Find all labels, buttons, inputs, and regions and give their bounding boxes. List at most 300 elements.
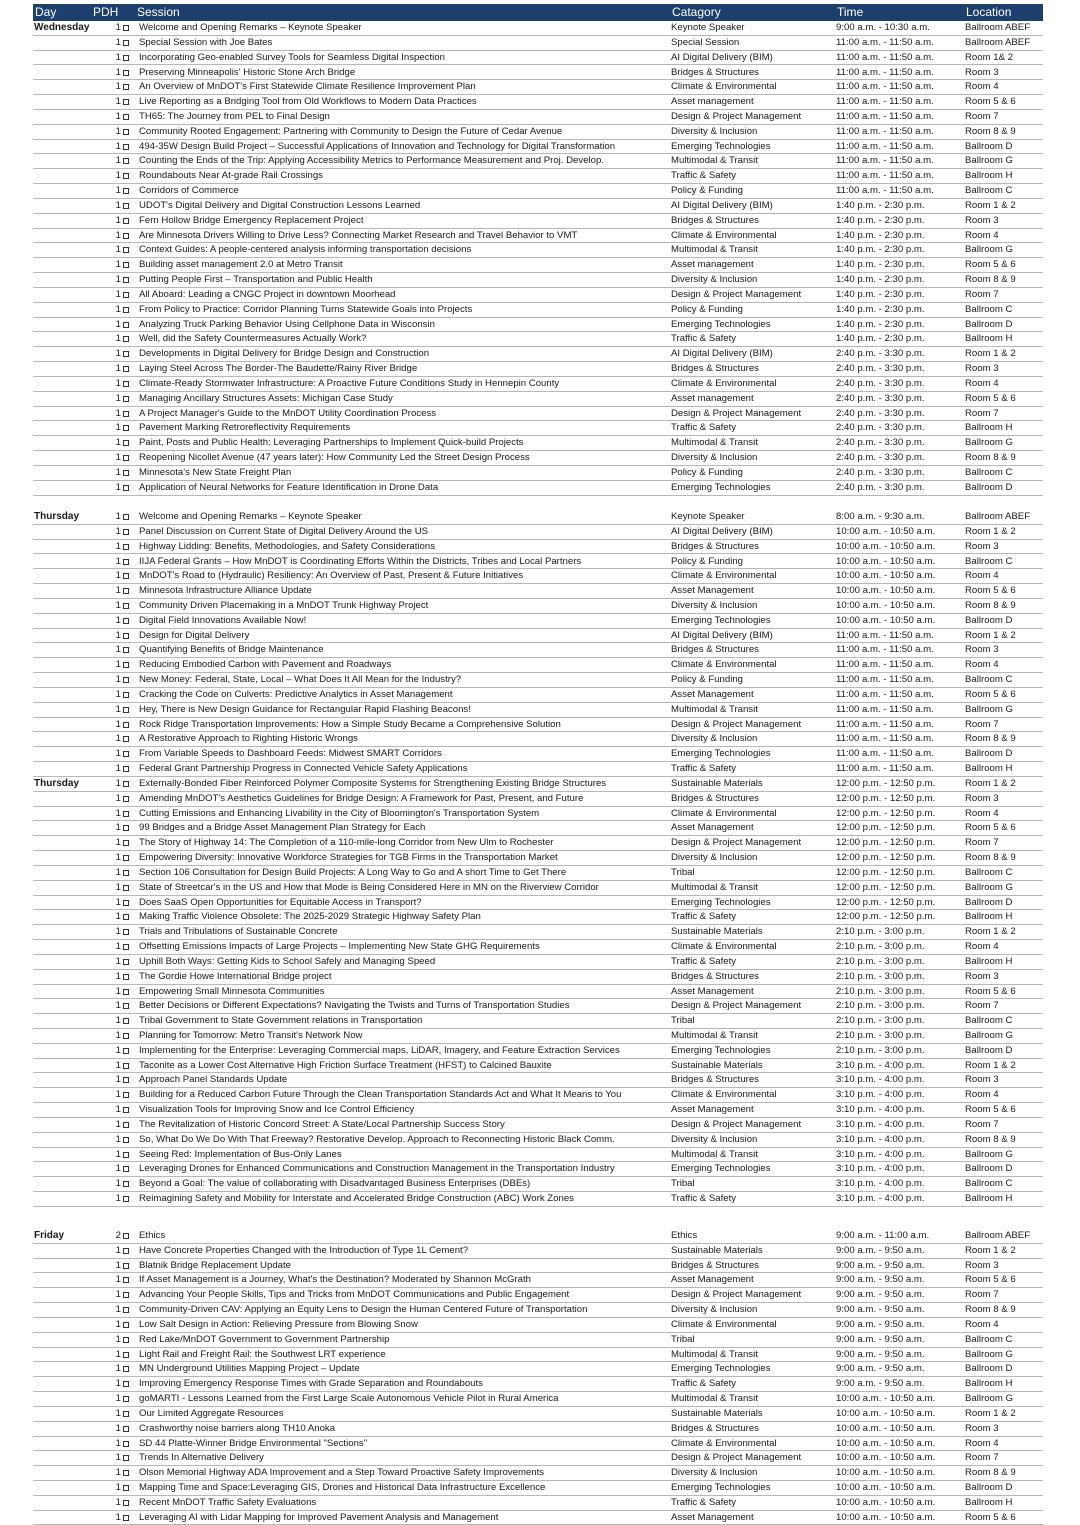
pdh-value: 1 [115, 1274, 121, 1286]
session-category: Design & Project Management [670, 836, 835, 851]
pdh-cell [91, 1332, 135, 1347]
day-cell [33, 1288, 91, 1303]
pdh-value: 1 [115, 1289, 121, 1301]
session-category: Design & Project Management [670, 717, 835, 732]
session-location: Room 3 [964, 969, 1043, 984]
attendance-checkbox[interactable] [123, 1092, 129, 1098]
session-title: Putting People First – Transportation and Public Health [135, 273, 670, 288]
session-category: Climate & Environmental [670, 80, 835, 95]
attendance-checkbox[interactable] [123, 1033, 129, 1039]
attendance-checkbox[interactable] [123, 1137, 129, 1143]
attendance-checkbox[interactable] [123, 1455, 129, 1461]
session-location: Ballroom G [964, 436, 1043, 451]
session-title: Recent MnDOT Traffic Safety Evaluations [135, 1495, 670, 1510]
session-time: 10:00 a.m. - 10:50 a.m. [835, 524, 964, 539]
session-time: 10:00 a.m. - 10:50 a.m. [835, 554, 964, 569]
session-location: Room 7 [964, 999, 1043, 1014]
day-cell [33, 406, 91, 421]
session-title: So, What Do We Do With That Freeway? Restorative Develop. Approach to Reconnecting Historic Black Comm. [135, 1132, 670, 1147]
attendance-checkbox[interactable] [123, 573, 129, 579]
session-time: 9:00 a.m. - 9:50 a.m. [835, 1243, 964, 1258]
session-title: Approach Panel Standards Update [135, 1073, 670, 1088]
attendance-checkbox[interactable] [123, 1470, 129, 1476]
pdh-value: 1 [115, 229, 121, 241]
attendance-checkbox[interactable] [123, 1181, 129, 1187]
attendance-checkbox[interactable] [123, 40, 129, 46]
attendance-checkbox[interactable] [123, 425, 129, 431]
attendance-checkbox[interactable] [123, 781, 129, 787]
attendance-checkbox[interactable] [123, 618, 129, 624]
session-title: MN Underground Utilities Mapping Project – Update [135, 1362, 670, 1377]
attendance-checkbox[interactable] [123, 855, 129, 861]
attendance-checkbox[interactable] [123, 203, 129, 209]
attendance-checkbox[interactable] [123, 796, 129, 802]
table-row [33, 969, 1043, 984]
day-cell [33, 1466, 91, 1481]
pdh-value: 1 [115, 1348, 121, 1360]
session-title: Rock Ridge Transportation Improvements: How a Simple Study Became a Comprehensive Solution [135, 717, 670, 732]
attendance-checkbox[interactable] [123, 1396, 129, 1402]
attendance-checkbox[interactable] [123, 514, 129, 520]
table-row [33, 332, 1043, 347]
session-location: Room 1 & 2 [964, 1058, 1043, 1073]
session-title: Crashworthy noise barriers along TH10 Anoka [135, 1421, 670, 1436]
day-cell [33, 836, 91, 851]
session-category: Emerging Technologies [670, 1162, 835, 1177]
day-cell [33, 999, 91, 1014]
attendance-checkbox[interactable] [123, 825, 129, 831]
attendance-checkbox[interactable] [123, 381, 129, 387]
pdh-value: 1 [115, 1304, 121, 1316]
attendance-checkbox[interactable] [123, 218, 129, 224]
session-time: 1:40 p.m. - 2:30 p.m. [835, 302, 964, 317]
pdh-cell [91, 791, 135, 806]
table-row [33, 643, 1043, 658]
attendance-checkbox[interactable] [123, 99, 129, 105]
table-row [33, 851, 1043, 866]
attendance-checkbox[interactable] [123, 411, 129, 417]
attendance-checkbox[interactable] [123, 233, 129, 239]
pdh-cell [91, 480, 135, 495]
pdh-value: 1 [115, 481, 121, 493]
table-row [33, 1495, 1043, 1510]
attendance-checkbox[interactable] [123, 1381, 129, 1387]
session-category: Bridges & Structures [670, 213, 835, 228]
attendance-checkbox[interactable] [123, 1411, 129, 1417]
attendance-checkbox[interactable] [123, 1196, 129, 1202]
session-location: Room 7 [964, 1451, 1043, 1466]
session-title: Low Salt Design in Action: Relieving Pressure from Blowing Snow [135, 1317, 670, 1332]
day-cell [33, 1132, 91, 1147]
session-time: 10:00 a.m. - 10:50 a.m. [835, 1436, 964, 1451]
session-location: Ballroom H [964, 169, 1043, 184]
pdh-cell [91, 65, 135, 80]
session-category: Bridges & Structures [670, 1258, 835, 1273]
attendance-checkbox[interactable] [123, 455, 129, 461]
session-category: Climate & Environmental [670, 658, 835, 673]
pdh-cell [91, 895, 135, 910]
session-time: 9:00 a.m. - 9:50 a.m. [835, 1273, 964, 1288]
pdh-cell [91, 687, 135, 702]
attendance-checkbox[interactable] [123, 722, 129, 728]
day-separator [33, 495, 1043, 510]
pdh-value: 1 [115, 659, 121, 671]
attendance-checkbox[interactable] [123, 914, 129, 920]
table-row [33, 598, 1043, 613]
session-time: 3:10 p.m. - 4:00 p.m. [835, 1073, 964, 1088]
pdh-cell [91, 1436, 135, 1451]
session-time: 10:00 a.m. - 10:50 a.m. [835, 569, 964, 584]
session-location: Ballroom C [964, 1177, 1043, 1192]
attendance-checkbox[interactable] [123, 1337, 129, 1343]
attendance-checkbox[interactable] [123, 188, 129, 194]
pdh-cell [91, 1273, 135, 1288]
session-category: Traffic & Safety [670, 954, 835, 969]
attendance-checkbox[interactable] [123, 336, 129, 342]
attendance-checkbox[interactable] [123, 1500, 129, 1506]
attendance-checkbox[interactable] [123, 633, 129, 639]
day-cell [33, 806, 91, 821]
attendance-checkbox[interactable] [123, 1263, 129, 1269]
attendance-checkbox[interactable] [123, 1107, 129, 1113]
session-location: Ballroom G [964, 1347, 1043, 1362]
day-cell [33, 584, 91, 599]
table-row [33, 1103, 1043, 1118]
table-row [33, 910, 1043, 925]
attendance-checkbox[interactable] [123, 840, 129, 846]
pdh-cell [91, 776, 135, 791]
attendance-checkbox[interactable] [123, 692, 129, 698]
table-row [33, 1406, 1043, 1421]
day-cell [33, 169, 91, 184]
day-cell [33, 524, 91, 539]
attendance-checkbox[interactable] [123, 1352, 129, 1358]
session-location: Room 4 [964, 376, 1043, 391]
session-location: Ballroom D [964, 747, 1043, 762]
attendance-checkbox[interactable] [123, 440, 129, 446]
pdh-cell [91, 747, 135, 762]
session-location: Ballroom C [964, 184, 1043, 199]
session-location: Room 1 & 2 [964, 524, 1043, 539]
table-row [33, 1147, 1043, 1162]
table-row [33, 169, 1043, 184]
attendance-checkbox[interactable] [123, 959, 129, 965]
pdh-value: 1 [115, 718, 121, 730]
attendance-checkbox[interactable] [123, 292, 129, 298]
session-time: 10:00 a.m. - 10:50 a.m. [835, 1466, 964, 1481]
pdh-cell [91, 465, 135, 480]
attendance-checkbox[interactable] [123, 544, 129, 550]
session-title: 99 Bridges and a Bridge Asset Management Plan Strategy for Each [135, 821, 670, 836]
attendance-checkbox[interactable] [123, 1003, 129, 1009]
pdh-value: 1 [115, 1467, 121, 1479]
attendance-checkbox[interactable] [123, 25, 129, 31]
attendance-checkbox[interactable] [123, 1152, 129, 1158]
pdh-cell [91, 1377, 135, 1392]
attendance-checkbox[interactable] [123, 1077, 129, 1083]
table-row [33, 1317, 1043, 1332]
attendance-checkbox[interactable] [123, 262, 129, 268]
attendance-checkbox[interactable] [123, 144, 129, 150]
pdh-value: 1 [115, 896, 121, 908]
session-time: 2:10 p.m. - 3:00 p.m. [835, 999, 964, 1014]
session-category: Tribal [670, 865, 835, 880]
attendance-checkbox[interactable] [123, 322, 129, 328]
day-cell [33, 421, 91, 436]
table-header [33, 4, 1043, 21]
session-time: 9:00 a.m. - 9:50 a.m. [835, 1362, 964, 1377]
attendance-checkbox[interactable] [123, 1233, 129, 1239]
session-location: Room 7 [964, 717, 1043, 732]
attendance-checkbox[interactable] [123, 989, 129, 995]
attendance-checkbox[interactable] [123, 929, 129, 935]
attendance-checkbox[interactable] [123, 974, 129, 980]
attendance-checkbox[interactable] [123, 811, 129, 817]
pdh-value: 1 [115, 333, 121, 345]
session-title: Preserving Minneapolis' Historic Stone Arch Bridge [135, 65, 670, 80]
session-location: Room 4 [964, 1088, 1043, 1103]
table-row [33, 243, 1043, 258]
table-row [33, 510, 1043, 524]
session-location: Room 4 [964, 80, 1043, 95]
day-cell [33, 1103, 91, 1118]
attendance-checkbox[interactable] [123, 677, 129, 683]
session-time: 2:40 p.m. - 3:30 p.m. [835, 347, 964, 362]
session-category: Traffic & Safety [670, 1495, 835, 1510]
attendance-checkbox[interactable] [123, 885, 129, 891]
session-location: Room 1 & 2 [964, 1243, 1043, 1258]
attendance-checkbox[interactable] [123, 900, 129, 906]
session-time: 10:00 a.m. - 10:50 a.m. [835, 584, 964, 599]
session-location: Room 7 [964, 1288, 1043, 1303]
attendance-checkbox[interactable] [123, 1048, 129, 1054]
session-time: 11:00 a.m. - 11:50 a.m. [835, 35, 964, 50]
pdh-value: 1 [115, 644, 121, 656]
pdh-value: 1 [115, 1378, 121, 1390]
attendance-checkbox[interactable] [123, 396, 129, 402]
attendance-checkbox[interactable] [123, 766, 129, 772]
session-time: 11:00 a.m. - 11:50 a.m. [835, 154, 964, 169]
day-cell [33, 1406, 91, 1421]
day-cell [33, 1481, 91, 1496]
day-cell [33, 95, 91, 110]
session-location: Ballroom H [964, 421, 1043, 436]
pdh-value: 1 [115, 614, 121, 626]
session-time: 2:40 p.m. - 3:30 p.m. [835, 376, 964, 391]
session-title: Visualization Tools for Improving Snow and Ice Control Efficiency [135, 1103, 670, 1118]
session-title: Section 106 Consultation for Design Build Projects: A Long Way to Go and A short Time to Get There [135, 865, 670, 880]
session-category: Traffic & Safety [670, 421, 835, 436]
day-cell [33, 347, 91, 362]
pdh-cell [91, 1117, 135, 1132]
table-row [33, 21, 1043, 35]
pdh-value: 1 [115, 866, 121, 878]
pdh-cell [91, 109, 135, 124]
attendance-checkbox[interactable] [123, 470, 129, 476]
table-row [33, 1451, 1043, 1466]
attendance-checkbox[interactable] [123, 1248, 129, 1254]
attendance-checkbox[interactable] [123, 662, 129, 668]
attendance-checkbox[interactable] [123, 485, 129, 491]
day-cell [33, 154, 91, 169]
session-location: Room 1 & 2 [964, 776, 1043, 791]
attendance-checkbox[interactable] [123, 559, 129, 565]
session-location: Room 1& 2 [964, 50, 1043, 65]
session-category: Policy & Funding [670, 554, 835, 569]
attendance-checkbox[interactable] [123, 736, 129, 742]
pdh-value: 1 [115, 777, 121, 789]
session-title: Federal Grant Partnership Progress in Connected Vehicle Safety Applications [135, 762, 670, 777]
day-cell [33, 139, 91, 154]
attendance-checkbox[interactable] [123, 1441, 129, 1447]
attendance-checkbox[interactable] [123, 1366, 129, 1372]
session-location: Ballroom D [964, 1362, 1043, 1377]
day-cell [33, 436, 91, 451]
day-cell [33, 1243, 91, 1258]
session-category: Asset Management [670, 1273, 835, 1288]
session-category: Traffic & Safety [670, 332, 835, 347]
day-cell [33, 643, 91, 658]
session-title: Reopening Nicollet Avenue (47 years later): How Community Led the Street Design Process [135, 451, 670, 466]
session-title: Offsetting Emissions Impacts of Large Projects – Implementing New State GHG Requirements [135, 940, 670, 955]
attendance-checkbox[interactable] [123, 129, 129, 135]
pdh-value: 1 [115, 837, 121, 849]
session-title: Improving Emergency Response Times with Grade Separation and Roundabouts [135, 1377, 670, 1392]
session-title: Managing Ancillary Structures Assets: Michigan Case Study [135, 391, 670, 406]
pdh-value: 1 [115, 96, 121, 108]
attendance-checkbox[interactable] [123, 158, 129, 164]
session-time: 3:10 p.m. - 4:00 p.m. [835, 1192, 964, 1207]
session-location: Ballroom C [964, 1332, 1043, 1347]
session-title: Welcome and Opening Remarks – Keynote Speaker [135, 510, 670, 524]
pdh-value: 1 [115, 170, 121, 182]
header-pdh: PDH [91, 4, 135, 21]
attendance-checkbox[interactable] [123, 529, 129, 535]
pdh-value: 1 [115, 525, 121, 537]
session-time: 10:00 a.m. - 10:50 a.m. [835, 1421, 964, 1436]
attendance-checkbox[interactable] [123, 173, 129, 179]
table-row [33, 747, 1043, 762]
attendance-checkbox[interactable] [123, 751, 129, 757]
pdh-cell [91, 1392, 135, 1407]
pdh-value: 1 [115, 1000, 121, 1012]
pdh-value: 1 [115, 110, 121, 122]
table-row [33, 35, 1043, 50]
attendance-checkbox[interactable] [123, 647, 129, 653]
session-category: Asset Management [670, 1510, 835, 1525]
session-category: Bridges & Structures [670, 65, 835, 80]
session-time: 9:00 a.m. - 11:00 a.m. [835, 1229, 964, 1243]
pdh-value: 1 [115, 1133, 121, 1145]
session-category: Policy & Funding [670, 184, 835, 199]
session-location: Ballroom H [964, 1495, 1043, 1510]
attendance-checkbox[interactable] [123, 366, 129, 372]
session-time: 11:00 a.m. - 11:50 a.m. [835, 762, 964, 777]
session-location: Ballroom H [964, 762, 1043, 777]
session-location: Ballroom D [964, 1162, 1043, 1177]
table-row [33, 999, 1043, 1014]
session-title: State of Streetcar's in the US and How that Mode is Being Considered Here in MN on the Riverview Corridor [135, 880, 670, 895]
attendance-checkbox[interactable] [123, 944, 129, 950]
session-category: Sustainable Materials [670, 1243, 835, 1258]
session-category: Traffic & Safety [670, 762, 835, 777]
pdh-cell [91, 95, 135, 110]
session-location: Room 1 & 2 [964, 925, 1043, 940]
attendance-checkbox[interactable] [123, 1277, 129, 1283]
table-row [33, 317, 1043, 332]
attendance-checkbox[interactable] [123, 277, 129, 283]
session-category: Bridges & Structures [670, 362, 835, 377]
session-location: Ballroom H [964, 910, 1043, 925]
day-cell [33, 732, 91, 747]
attendance-checkbox[interactable] [123, 588, 129, 594]
pdh-cell [91, 1058, 135, 1073]
table-row [33, 1481, 1043, 1496]
attendance-checkbox[interactable] [123, 1426, 129, 1432]
attendance-checkbox[interactable] [123, 1122, 129, 1128]
session-location: Room 5 & 6 [964, 584, 1043, 599]
attendance-checkbox[interactable] [123, 351, 129, 357]
attendance-checkbox[interactable] [123, 1515, 129, 1521]
session-time: 9:00 a.m. - 9:50 a.m. [835, 1303, 964, 1318]
day-cell [33, 673, 91, 688]
attendance-checkbox[interactable] [123, 1485, 129, 1491]
session-time: 11:00 a.m. - 11:50 a.m. [835, 139, 964, 154]
attendance-checkbox[interactable] [123, 1063, 129, 1069]
attendance-checkbox[interactable] [123, 1307, 129, 1313]
session-title: Externally-Bonded Fiber Reinforced Polymer Composite Systems for Strengthening Existing Bridge Structures [135, 776, 670, 791]
session-title: Incorporating Geo-enabled Survey Tools for Seamless Digital Inspection [135, 50, 670, 65]
table-row [33, 421, 1043, 436]
session-location: Room 8 & 9 [964, 1303, 1043, 1318]
session-title: Application of Neural Networks for Feature Identification in Drone Data [135, 480, 670, 495]
day-cell [33, 539, 91, 554]
attendance-checkbox[interactable] [123, 1322, 129, 1328]
attendance-checkbox[interactable] [123, 1292, 129, 1298]
attendance-checkbox[interactable] [123, 870, 129, 876]
session-location: Ballroom G [964, 880, 1043, 895]
session-title: Tribal Government to State Government relations in Transportation [135, 1014, 670, 1029]
session-category: Traffic & Safety [670, 1192, 835, 1207]
pdh-cell [91, 287, 135, 302]
pdh-cell [91, 1103, 135, 1118]
session-title: Minnesota Infrastructure Alliance Update [135, 584, 670, 599]
attendance-checkbox[interactable] [123, 603, 129, 609]
attendance-checkbox[interactable] [123, 84, 129, 90]
attendance-checkbox[interactable] [123, 114, 129, 120]
attendance-checkbox[interactable] [123, 307, 129, 313]
session-title: Fern Hollow Bridge Emergency Replacement Project [135, 213, 670, 228]
table-row [33, 451, 1043, 466]
attendance-checkbox[interactable] [123, 707, 129, 713]
pdh-cell [91, 332, 135, 347]
session-location: Room 3 [964, 362, 1043, 377]
pdh-cell [91, 1406, 135, 1421]
pdh-cell [91, 302, 135, 317]
session-title: Reducing Embodied Carbon with Pavement and Roadways [135, 658, 670, 673]
attendance-checkbox[interactable] [123, 1166, 129, 1172]
day-cell [33, 554, 91, 569]
attendance-checkbox[interactable] [123, 70, 129, 76]
session-time: 3:10 p.m. - 4:00 p.m. [835, 1132, 964, 1147]
session-category: Multimodal & Transit [670, 1147, 835, 1162]
day-cell [33, 1117, 91, 1132]
attendance-checkbox[interactable] [123, 247, 129, 253]
day-cell [33, 1332, 91, 1347]
attendance-checkbox[interactable] [123, 1018, 129, 1024]
session-category: Bridges & Structures [670, 791, 835, 806]
attendance-checkbox[interactable] [123, 55, 129, 61]
